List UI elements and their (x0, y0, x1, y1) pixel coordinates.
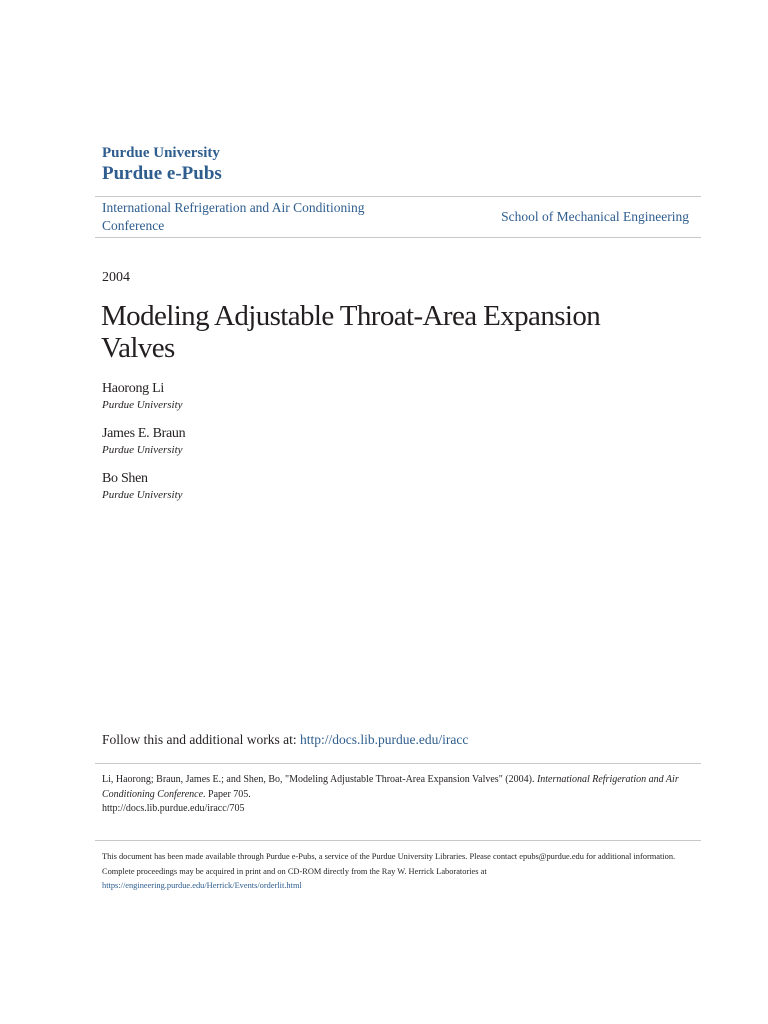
publisher-header (102, 144, 222, 185)
follow-text: Follow this and additional works at: (102, 732, 300, 747)
author-name[interactable]: Bo Shen (102, 471, 148, 486)
collection-line-1: International Refrigeration and Air Conditioning (102, 200, 365, 215)
author-affiliation: Purdue University (102, 444, 183, 456)
author-entry (102, 425, 185, 457)
author-entry (102, 380, 185, 412)
school-link[interactable]: School of Mechanical Engineering (501, 209, 689, 224)
paper-title: Modeling Adjustable Throat-Area Expansion Valves (101, 300, 601, 364)
notice-availability: This document has been made available through Purdue e-Pubs, a service of the Purdue University Libraries. Please contact epubs@purdue.edu for additional information. (102, 852, 676, 861)
notice-block (102, 850, 682, 894)
notice-proceedings (102, 865, 682, 894)
author-affiliation: Purdue University (102, 399, 183, 411)
author-affiliation: Purdue University (102, 489, 183, 501)
collection-url-link[interactable]: http://docs.lib.purdue.edu/iracc (300, 732, 469, 747)
author-entry (102, 470, 185, 502)
divider (95, 840, 701, 841)
series-bar (95, 196, 701, 238)
notice-proceedings-text: Complete proceedings may be acquired in print and on CD-ROM directly from the Ray W. Herrick Laboratories at (102, 866, 487, 876)
collection-line-2: Conference (102, 218, 165, 233)
citation-block (102, 773, 682, 817)
author-name[interactable]: James E. Braun (102, 426, 186, 441)
author-name[interactable]: Haorong Li (102, 381, 164, 396)
herrick-order-link[interactable]: https://engineering.purdue.edu/Herrick/Events/orderlit.html (102, 881, 302, 890)
follow-line (102, 732, 468, 748)
citation-conference: International Refrigeration and Air Conditioning Conference (102, 774, 679, 800)
divider (95, 763, 701, 764)
university-link[interactable]: Purdue University (102, 145, 220, 161)
author-list (102, 380, 185, 515)
epubs-link[interactable]: Purdue e-Pubs (102, 163, 222, 184)
citation-url[interactable]: http://docs.lib.purdue.edu/iracc/705 (102, 803, 245, 814)
citation-authors: Li, Haorong; Braun, James E.; and Shen, Bo, "Modeling Adjustable Throat-Area Expansion Valves" (2004). (102, 774, 537, 785)
citation-paper-number: . Paper 705. (203, 788, 251, 800)
collection-link[interactable] (102, 199, 402, 235)
publication-year: 2004 (102, 270, 130, 285)
